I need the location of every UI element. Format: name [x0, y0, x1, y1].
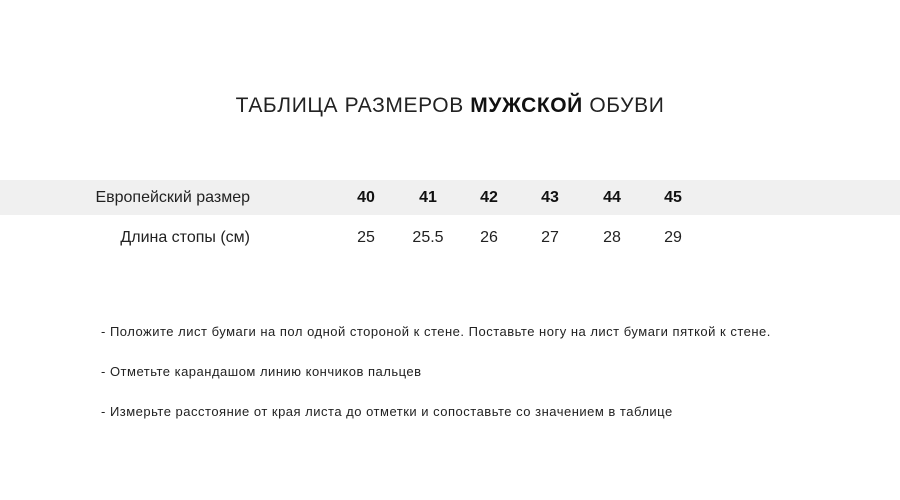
instruction-step: - Измерьте расстояние от края листа до отметки и сопоставьте со значением в таблице: [101, 404, 673, 419]
foot-length-cell: 29: [664, 229, 682, 246]
foot-length-cell: 25: [357, 229, 375, 246]
row-label-eu-size: Европейский размер: [95, 189, 250, 206]
measurement-instructions: [101, 322, 881, 442]
instruction-step: - Отметьте карандашом линию кончиков пальцев: [101, 364, 422, 379]
eu-size-cell: 41: [419, 189, 437, 206]
title-emphasis: МУЖСКОЙ: [470, 94, 583, 118]
foot-length-cell: 26: [480, 229, 498, 246]
page-title: [0, 94, 900, 118]
eu-size-cell: 43: [541, 189, 559, 206]
eu-size-cell: 45: [664, 189, 682, 206]
foot-length-cell: 25.5: [412, 229, 444, 246]
instruction-step: - Положите лист бумаги на пол одной стороной к стене. Поставьте ногу на лист бумаги пяткой к стене.: [101, 324, 771, 339]
eu-size-cell: 40: [357, 189, 375, 206]
row-label-foot-length: Длина стопы (см): [120, 229, 250, 246]
title-prefix: ТАБЛИЦА РАЗМЕРОВ: [235, 94, 464, 118]
foot-length-cell: 28: [603, 229, 621, 246]
foot-length-cell: 27: [541, 229, 559, 246]
title-suffix: ОБУВИ: [589, 94, 665, 118]
eu-size-cell: 42: [480, 189, 498, 206]
table-row-eu-size: [0, 180, 900, 215]
table-row-foot-length: [0, 220, 900, 255]
eu-size-cell: 44: [603, 189, 621, 206]
